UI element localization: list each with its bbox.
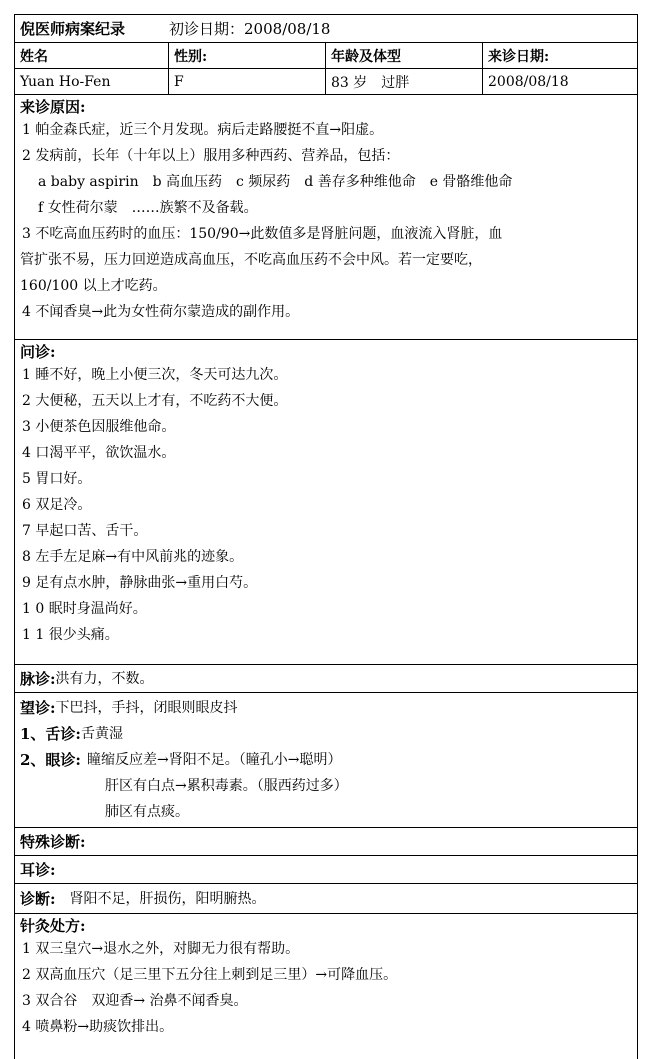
header-gender: 性别: xyxy=(169,43,326,68)
patient-gender: F xyxy=(169,69,326,94)
visit-date: 2008/08/18 xyxy=(488,73,569,90)
title-row xyxy=(15,15,637,43)
patient-value-row xyxy=(15,69,637,95)
header-visit-date: 来诊日期: xyxy=(488,48,550,65)
acupuncture-line: 4 喷鼻粉→助痰饮排出。 xyxy=(22,1019,174,1035)
diagnosis-text: 肾阳不足，肝损伤，阳明腑热。 xyxy=(69,890,266,907)
ear-diagnosis-label: 耳诊: xyxy=(20,860,56,879)
pulse-text: 洪有力，不数。 xyxy=(55,670,154,687)
inquiry-heading: 问诊: xyxy=(20,343,56,361)
inquiry-line: 9 足有点水肿，静脉曲张→重用白芍。 xyxy=(22,575,258,591)
eye-line: 瞳缩反应差→肾阳不足。（瞳孔小→聪明） xyxy=(86,752,342,768)
tongue-text: 舌黄湿 xyxy=(80,726,123,742)
eye-line: 肺区有点痰。 xyxy=(105,804,189,820)
special-diagnosis-section xyxy=(15,828,637,856)
patient-header-row xyxy=(15,43,637,69)
reason-line: 2 发病前，长年（十年以上）服用多种西药、营养品，包括： xyxy=(22,148,400,164)
inquiry-line: 8 左手左足麻→有中风前兆的迹象。 xyxy=(22,549,244,565)
header-age-build: 年龄及体型 xyxy=(326,43,483,68)
observation-section xyxy=(15,693,637,828)
reason-line: f 女性荷尔蒙 ……族繁不及备载。 xyxy=(38,200,258,216)
inquiry-line: 3 小便茶色因服维他命。 xyxy=(22,419,176,435)
diagnosis-label: 诊断: xyxy=(20,889,56,908)
reason-heading: 来诊原因: xyxy=(20,98,86,116)
acupuncture-line: 3 双合谷 双迎香→ 治鼻不闻香臭。 xyxy=(22,993,248,1009)
title-cell xyxy=(15,15,637,42)
acupuncture-heading: 针灸处方: xyxy=(20,917,86,935)
inquiry-line: 4 口渴平平，欲饮温水。 xyxy=(22,445,176,461)
eye-line: 肝区有白点→累积毒素。（服西药过多） xyxy=(105,778,348,794)
pulse-label: 脉诊: xyxy=(20,669,56,688)
pulse-section xyxy=(15,665,637,693)
inquiry-line: 7 早起口苦、舌干。 xyxy=(22,523,148,539)
tongue-label: 1、舌诊: xyxy=(20,725,81,743)
reason-line: 1 帕金森氏症，近三个月发现。病后走路腰挺不直→阳虚。 xyxy=(22,122,384,138)
eye-label: 2、眼诊: xyxy=(20,751,81,769)
diagnosis-section xyxy=(15,884,637,914)
ear-diagnosis-section xyxy=(15,856,637,884)
observe-label: 望诊: xyxy=(20,699,56,717)
reason-line: 管扩张不易，压力回逆造成高血压，不吃高血压药不会中风。若一定要吃， xyxy=(20,252,482,268)
medical-record-form xyxy=(14,14,638,1059)
reason-line: 160/100 以上才吃药。 xyxy=(20,278,167,294)
inquiry-line: 2 大便秘，五天以上才有，不吃药不大便。 xyxy=(22,393,288,409)
special-diagnosis-label: 特殊诊断: xyxy=(20,832,86,851)
reason-line: a baby aspirin b 高血压药 c 频尿药 d 善存多种维他命 e 骨骼维他命 xyxy=(38,174,513,190)
inquiry-line: 6 双足冷。 xyxy=(22,497,92,513)
inquiry-section xyxy=(15,340,637,665)
inquiry-line: 1 睡不好，晚上小便三次，冬天可达九次。 xyxy=(22,367,288,383)
acupuncture-line: 2 双高血压穴（足三里下五分往上刺到足三里）→可降血压。 xyxy=(22,967,398,983)
patient-name: Yuan Ho-Fen xyxy=(15,69,169,94)
reason-line: 4 不闻香臭→此为女性荷尔蒙造成的副作用。 xyxy=(22,304,300,320)
reason-line: 3 不吃高血压药时的血压：150/90→此数值多是肾脏问题，血液流入肾脏，血 xyxy=(22,226,503,242)
observe-text: 下巴抖，手抖，闭眼则眼皮抖 xyxy=(55,700,238,716)
first-visit-date: 初诊日期：2008/08/18 xyxy=(169,20,331,38)
acupuncture-line: 1 双三皇穴→退水之外，对脚无力很有帮助。 xyxy=(22,941,300,957)
acupuncture-section xyxy=(15,914,637,1058)
patient-age-build: 83 岁 过胖 xyxy=(326,69,483,94)
inquiry-line: 1 0 眠时身温尚好。 xyxy=(22,601,147,617)
header-name: 姓名 xyxy=(15,43,169,68)
inquiry-line: 5 胃口好。 xyxy=(22,471,92,487)
inquiry-line: 1 1 很少头痛。 xyxy=(22,627,119,643)
record-title: 倪医师病案纪录 xyxy=(20,20,126,38)
reason-section xyxy=(15,95,637,340)
